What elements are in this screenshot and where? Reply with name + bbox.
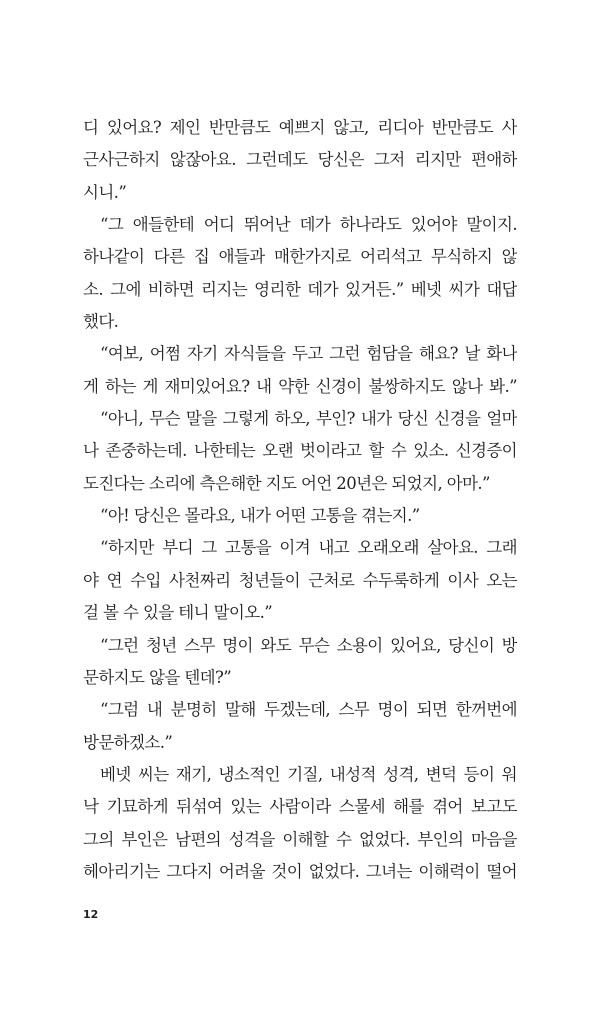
page-number: 12 (83, 908, 99, 921)
text-line: “아니, 무슨 말을 그렇게 하오, 부인? 내가 당신 신경을 얼마 (100, 409, 517, 429)
text-line: 근사근하지 않잖아요. 그런데도 당신은 그저 리지만 편애하 (83, 150, 517, 170)
text-line: 시니.” (83, 182, 127, 202)
text-line: 소. 그에 비하면 리지는 영리한 데가 있거든.” 베넷 씨가 대답 (83, 279, 517, 299)
text-line: “그런 청년 스무 명이 와도 무슨 소용이 있어요, 당신이 방 (100, 635, 517, 655)
text-line: 도진다는 소리에 측은해한 지도 어언 20년은 되었지, 아마.” (83, 473, 490, 493)
text-line: 문하지도 않을 텐데?” (83, 667, 232, 687)
text-line: “그 애들한테 어디 뛰어난 데가 하나라도 있어야 말이지. (100, 215, 517, 235)
text-line: 헤아리기는 그다지 어려울 것이 없었다. 그녀는 이해력이 떨어 (83, 861, 517, 881)
text-line: 걸 볼 수 있을 테니 말이오.” (83, 603, 273, 623)
text-line: 나 존중하는데. 나한테는 오랜 벗이라고 할 수 있소. 신경증이 (83, 441, 517, 461)
text-line: “아! 당신은 몰라요, 내가 어떤 고통을 겪는지.” (100, 506, 420, 526)
text-line: 하나같이 다른 집 애들과 매한가지로 어리석고 무식하지 않 (83, 247, 517, 267)
text-line: 디 있어요? 제인 반만큼도 예쁘지 않고, 리디아 반만큼도 사 (83, 118, 517, 137)
text-line: 그의 부인은 남편의 성격을 이해할 수 없었다. 부인의 마음을 (83, 829, 517, 849)
text-line: 게 하는 게 재미있어요? 내 약한 신경이 불쌍하지도 않나 봐.” (83, 376, 517, 396)
body-text (83, 112, 517, 888)
text-line: 야 연 수입 사천짜리 청년들이 근처로 수두룩하게 이사 오는 (83, 570, 517, 590)
text-line: 베넷 씨는 재기, 냉소적인 기질, 내성적 성격, 변덕 등이 워 (100, 764, 517, 784)
text-line: “여보, 어쩜 자기 자식들을 두고 그런 험담을 해요? 날 화나 (100, 344, 517, 364)
text-line: 낙 기묘하게 뒤섞여 있는 사람이라 스물세 해를 겪어 보고도 (83, 797, 517, 817)
text-line: “그럼 내 분명히 말해 두겠는데, 스무 명이 되면 한꺼번에 (100, 700, 517, 720)
text-line: 했다. (83, 312, 119, 332)
text-line: 방문하겠소.” (83, 732, 173, 752)
text-line: “하지만 부디 그 고통을 이겨 내고 오래오래 살아요. 그래 (100, 538, 517, 558)
